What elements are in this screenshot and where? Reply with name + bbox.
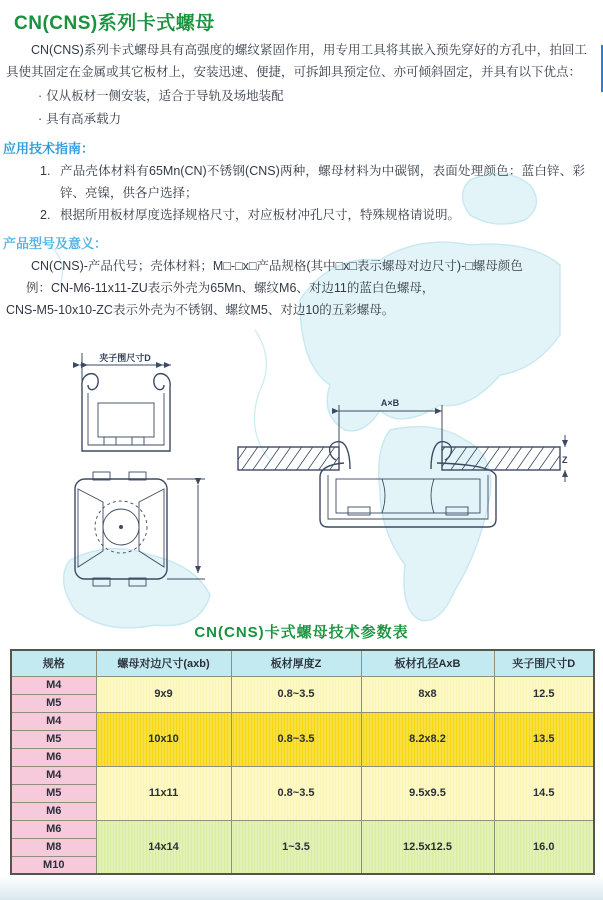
table-title: CN(CNS)卡式螺母技术参数表 xyxy=(194,624,409,641)
hole-size-cell: 8.2x8.2 xyxy=(361,712,494,766)
list-item xyxy=(40,204,585,226)
clip-d-cell: 12.5 xyxy=(494,676,594,712)
nut-size-cell: 11x11 xyxy=(96,766,231,820)
clip-d-cell: 16.0 xyxy=(494,820,594,874)
page-title: CN(CNS)系列卡式螺母 xyxy=(14,13,215,34)
dim-label-hole-axb: A×B xyxy=(380,398,400,408)
hole-size-cell: 12.5x12.5 xyxy=(361,820,494,874)
header-hole-size: 板材孔径AxB xyxy=(361,650,494,676)
list-item xyxy=(38,108,603,131)
spec-cell: M6 xyxy=(11,802,96,820)
list-item-number: 2. xyxy=(40,208,51,222)
table-row xyxy=(11,676,594,694)
example-line-2: CNS-M5-10x10-ZC表示外壳为不锈钢、螺纹M5、对边10的五彩螺母。 xyxy=(6,303,395,317)
spec-cell: M4 xyxy=(11,676,96,694)
header-spec: 规格 xyxy=(11,650,96,676)
list-item xyxy=(40,160,585,204)
figure-installation-section xyxy=(232,371,572,551)
hole-size-cell: 9.5x9.5 xyxy=(361,766,494,820)
table-row xyxy=(11,820,594,838)
parameters-table xyxy=(10,649,595,875)
spec-cell: M5 xyxy=(11,784,96,802)
list-item-text: 具有高承载力 xyxy=(46,112,122,126)
section-heading-model-meaning: 产品型号及意义： xyxy=(3,236,108,251)
header-panel-thickness: 板材厚度Z xyxy=(231,650,361,676)
header-clip-d: 夹子围尺寸D xyxy=(494,650,594,676)
dim-label-thickness-z: Z xyxy=(562,455,568,465)
nut-size-cell: 9x9 xyxy=(96,676,231,712)
spec-cell: M6 xyxy=(11,748,96,766)
example-line-1: 例：CN-M6-11x11-ZU表示外壳为65Mn、螺纹M6、对边11的蓝白色螺母， xyxy=(26,281,435,295)
clip-d-cell: 13.5 xyxy=(494,712,594,766)
spec-cell: M4 xyxy=(11,766,96,784)
list-item-text: 仅从板材一侧安装，适合于导轨及场地装配 xyxy=(46,89,284,103)
thickness-cell: 0.8~3.5 xyxy=(231,676,361,712)
header-nut-size: 螺母对边尺寸(axb) xyxy=(96,650,231,676)
nut-size-cell: 10x10 xyxy=(96,712,231,766)
figure-top-view xyxy=(55,465,215,597)
list-item-text: 根据所用板材厚度选择规格尺寸，对应板材冲孔尺寸，特殊规格请说明。 xyxy=(60,208,461,222)
scan-bottom-shade xyxy=(0,876,603,900)
technical-guide-list xyxy=(40,160,585,226)
list-item-number: 1. xyxy=(40,164,51,178)
spec-cell: M5 xyxy=(11,694,96,712)
bullet-icon: · xyxy=(38,89,43,103)
intro-paragraph: CN(CNS)系列卡式螺母具有高强度的螺纹紧固作用，用专用工具将其嵌入预先穿好的方孔中，拍回工具使其固定在金属或其它板材上，安装迅速、便捷，可拆卸具预定位、亦可倾斜固定，并具有以下优点： xyxy=(6,43,587,79)
list-item xyxy=(38,85,603,108)
list-item-text: 产品壳体材料有65Mn(CN)不锈钢(CNS)两种，螺母材料为中碳钢，表面处理颜色：蓝白锌、彩锌、亮镍，供各户选择； xyxy=(60,164,585,200)
table-header-row xyxy=(11,650,594,676)
nut-size-cell: 14x14 xyxy=(96,820,231,874)
spec-cell: M4 xyxy=(11,712,96,730)
figure-cross-section xyxy=(58,351,193,463)
model-designation-paragraph: CN(CNS)-产品代号；壳体材料；M□-□x□产品规格(其中□x□表示螺母对边尺寸)-□螺母颜色 xyxy=(31,259,523,273)
params-table-body xyxy=(11,676,594,874)
thickness-cell: 0.8~3.5 xyxy=(231,712,361,766)
bullet-icon: · xyxy=(38,112,43,126)
section-heading-technical-guide: 应用技术指南： xyxy=(3,141,95,156)
spec-cell: M5 xyxy=(11,730,96,748)
spec-cell: M6 xyxy=(11,820,96,838)
spec-cell: M8 xyxy=(11,838,96,856)
dim-label-clip-d: 夹子围尺寸D xyxy=(99,353,151,363)
thickness-cell: 1~3.5 xyxy=(231,820,361,874)
table-row xyxy=(11,766,594,784)
thickness-cell: 0.8~3.5 xyxy=(231,766,361,820)
clip-d-cell: 14.5 xyxy=(494,766,594,820)
hole-size-cell: 8x8 xyxy=(361,676,494,712)
table-row xyxy=(11,712,594,730)
spec-cell: M10 xyxy=(11,856,96,874)
advantages-list xyxy=(38,85,603,131)
technical-drawings xyxy=(0,343,603,611)
